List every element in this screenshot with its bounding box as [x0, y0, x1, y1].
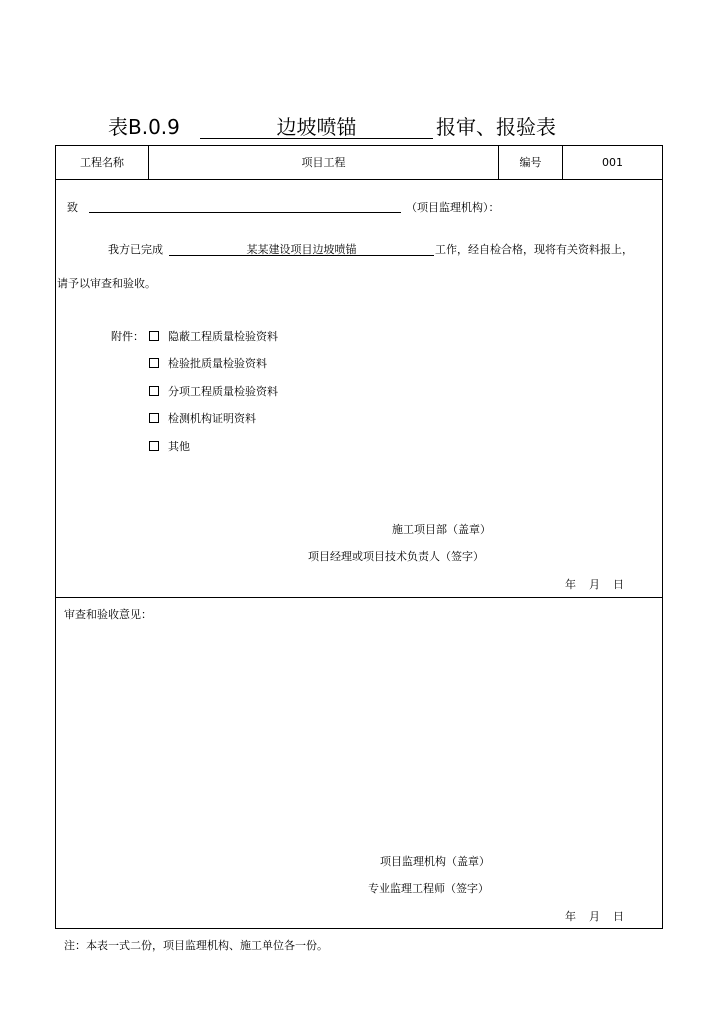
- checkbox[interactable]: [149, 441, 159, 451]
- body-line2: 请予以审查和验收。: [57, 277, 156, 290]
- review-date-month: 月: [589, 910, 600, 923]
- to-label: 致: [67, 201, 78, 214]
- supervision-org-seal: 项目监理机构（盖章）: [380, 855, 490, 868]
- number-label: 编号: [499, 146, 563, 179]
- checkbox[interactable]: [149, 358, 159, 368]
- form-title-suffix: 报审、报验表: [436, 115, 556, 139]
- supervision-engineer-signature: 专业监理工程师（签字）: [368, 882, 489, 895]
- date-year: 年: [565, 578, 576, 591]
- number-field[interactable]: 001: [602, 156, 623, 169]
- project-name-field[interactable]: 项目工程: [149, 146, 499, 179]
- contractor-dept-seal: 施工项目部（盖章）: [392, 523, 491, 536]
- work-name-field[interactable]: 某某建设项目边坡喷锚: [169, 243, 434, 256]
- form-code: 表B.0.9: [108, 115, 180, 139]
- attachments-label: 附件：: [111, 330, 144, 343]
- review-date-year: 年: [565, 910, 576, 923]
- body-prefix: 我方已完成: [108, 243, 163, 256]
- section-divider: [56, 597, 662, 598]
- addressee-field[interactable]: [89, 212, 401, 213]
- footer-note: 注：本表一式二份，项目监理机构、施工单位各一份。: [64, 939, 328, 952]
- checkbox[interactable]: [149, 331, 159, 341]
- project-name-label: 工程名称: [56, 146, 149, 179]
- addressee-suffix: （项目监理机构）：: [406, 201, 500, 214]
- date-month: 月: [589, 578, 600, 591]
- attachment-item[interactable]: 其他: [149, 440, 190, 454]
- form-subject: 边坡喷锚: [200, 112, 433, 139]
- checkbox[interactable]: [149, 413, 159, 423]
- attachment-item[interactable]: 隐蔽工程质量检验资料: [149, 330, 278, 344]
- contractor-manager-signature: 项目经理或项目技术负责人（签字）: [308, 550, 484, 563]
- review-opinion-label: 审查和验收意见：: [64, 608, 152, 621]
- checkbox[interactable]: [149, 386, 159, 396]
- header-row: [56, 146, 662, 180]
- date-day: 日: [613, 578, 624, 591]
- report-form: [55, 145, 663, 929]
- body-suffix: 工作，经自检合格，现将有关资料报上，: [435, 243, 633, 256]
- attachment-item[interactable]: 分项工程质量检验资料: [149, 385, 278, 399]
- attachment-item[interactable]: 检验批质量检验资料: [149, 357, 267, 371]
- review-opinion-area[interactable]: [64, 626, 654, 846]
- review-date-day: 日: [613, 910, 624, 923]
- attachment-item[interactable]: 检测机构证明资料: [149, 412, 256, 426]
- form-title: [0, 112, 722, 142]
